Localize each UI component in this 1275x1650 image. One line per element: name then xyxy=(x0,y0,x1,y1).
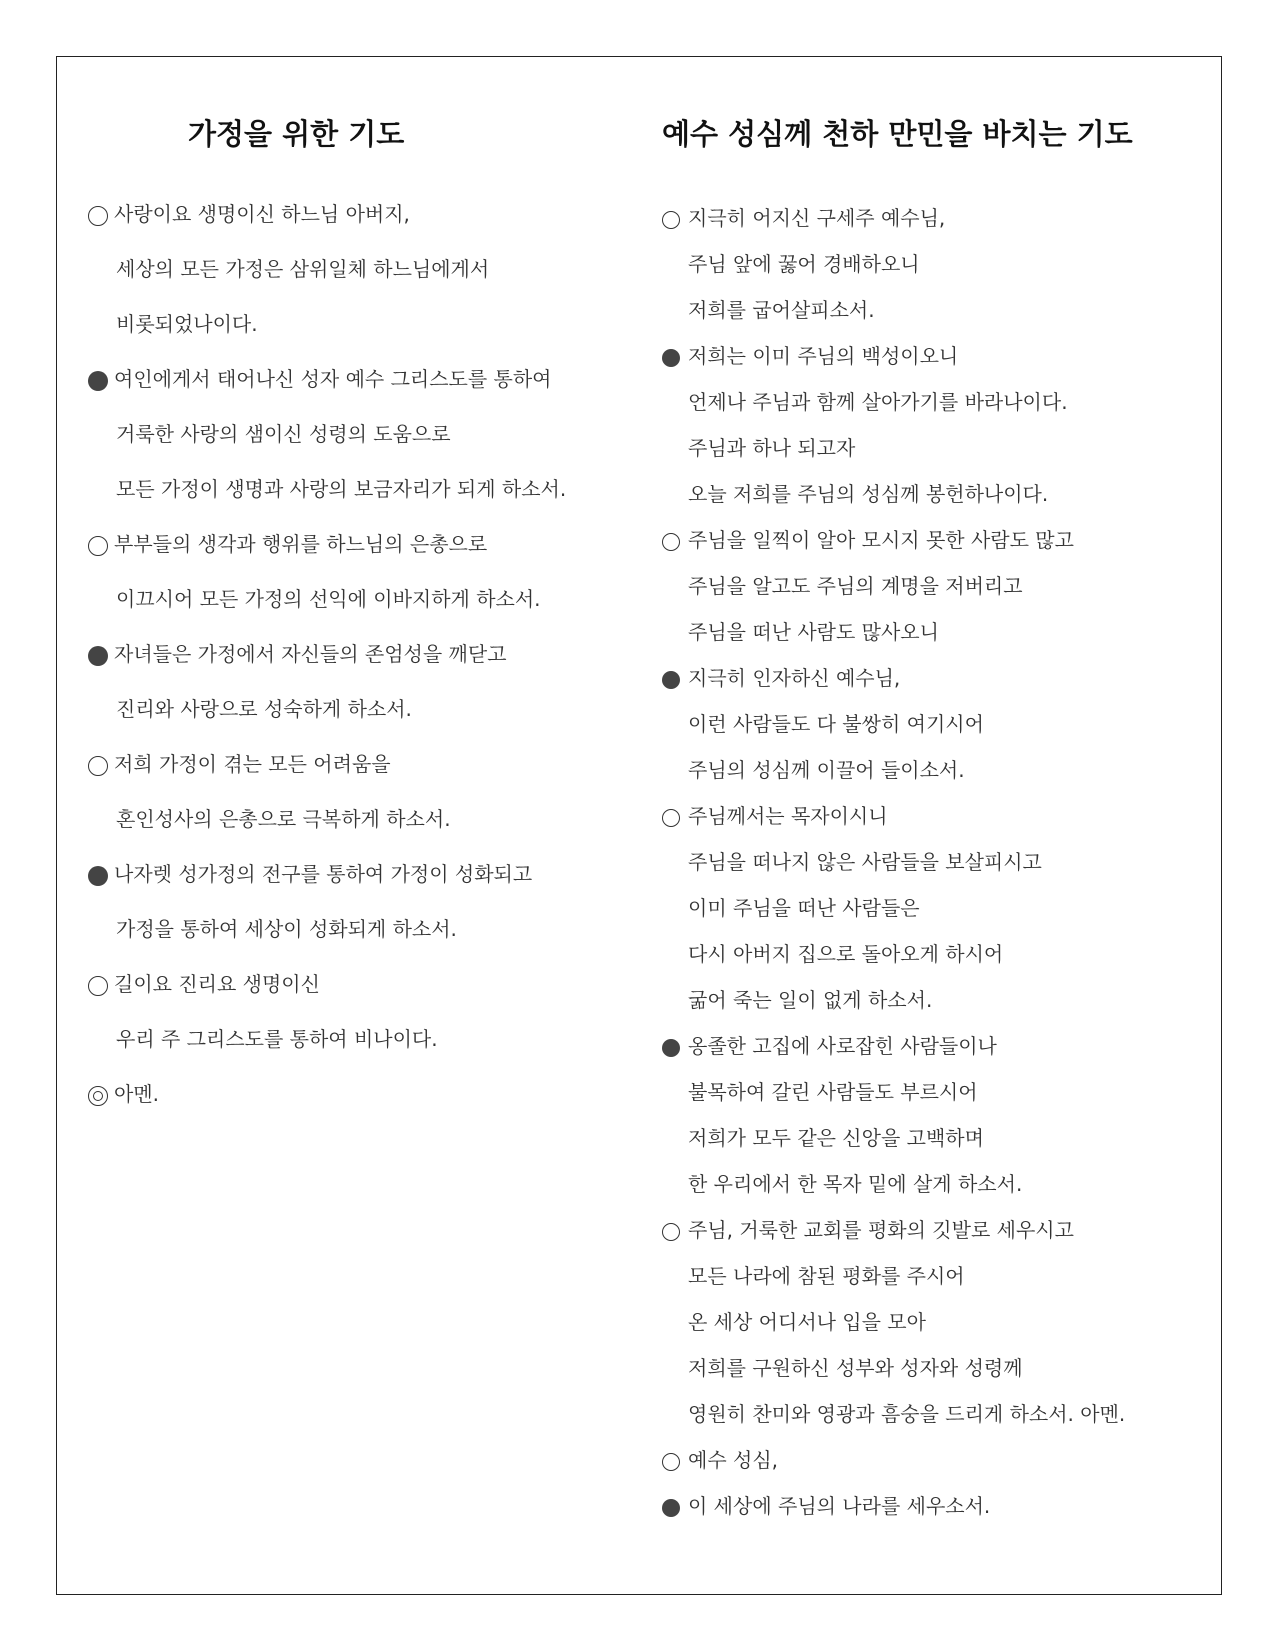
stanza-line xyxy=(662,931,1202,977)
open-circle-icon xyxy=(662,1453,680,1471)
prayer-text: 비롯되었나이다. xyxy=(116,312,258,336)
prayer-text: 예수 성심, xyxy=(688,1448,778,1472)
stanza-line xyxy=(662,1299,1202,1345)
prayer-text: 이런 사람들도 다 불쌍히 여기시어 xyxy=(688,712,984,736)
open-circle-icon xyxy=(88,536,108,556)
prayer-text: 길이요 진리요 생명이신 xyxy=(114,972,320,996)
prayer-text: 자녀들은 가정에서 자신들의 존엄성을 깨닫고 xyxy=(114,642,507,666)
stanza-line xyxy=(662,287,1202,333)
prayer-text: 세상의 모든 가정은 삼위일체 하느님에게서 xyxy=(116,257,490,281)
prayer-text: 주님과 하나 되고자 xyxy=(688,436,856,460)
prayer-text: 혼인성사의 은총으로 극복하게 하소서. xyxy=(116,807,451,831)
stanza-first-line xyxy=(662,793,1202,839)
prayer-text: 주님께서는 목자이시니 xyxy=(688,804,888,828)
prayer-text: 옹졸한 고집에 사로잡힌 사람들이나 xyxy=(688,1034,997,1058)
stanza-line xyxy=(88,792,628,847)
stanza-line xyxy=(662,747,1202,793)
stanza-line xyxy=(662,977,1202,1023)
stanza-line xyxy=(88,242,628,297)
open-circle-icon xyxy=(88,756,108,776)
filled-circle-icon xyxy=(88,646,108,666)
prayer-text: 주님, 거룩한 교회를 평화의 깃발로 세우시고 xyxy=(688,1218,1074,1242)
prayer-text: 영원히 찬미와 영광과 흠숭을 드리게 하소서. 아멘. xyxy=(688,1402,1126,1426)
prayer-text: 저희가 모두 같은 신앙을 고백하며 xyxy=(688,1126,984,1150)
stanza-first-line xyxy=(88,957,628,1012)
stanza-first-line xyxy=(88,737,628,792)
prayer-text: 저희는 이미 주님의 백성이오니 xyxy=(688,344,959,368)
open-circle-icon xyxy=(88,206,108,226)
prayer-text: 저희 가정이 겪는 모든 어려움을 xyxy=(114,752,391,776)
stanza-line xyxy=(662,1345,1202,1391)
stanza-line xyxy=(88,682,628,737)
prayer-text: 이 세상에 주님의 나라를 세우소서. xyxy=(688,1494,991,1518)
stanza-line xyxy=(88,572,628,627)
family-prayer-column xyxy=(88,112,628,1122)
stanza-line xyxy=(662,425,1202,471)
prayer-text: 가정을 통하여 세상이 성화되게 하소서. xyxy=(116,917,457,941)
open-circle-icon xyxy=(662,211,680,229)
prayer-text: 여인에게서 태어나신 성자 예수 그리스도를 통하여 xyxy=(114,367,552,391)
stanza-first-line xyxy=(88,1067,628,1122)
prayer-text: 모든 나라에 참된 평화를 주시어 xyxy=(688,1264,965,1288)
prayer-text: 이미 주님을 떠난 사람들은 xyxy=(688,896,920,920)
stanza-line xyxy=(662,1069,1202,1115)
stanza-line xyxy=(662,379,1202,425)
stanza-first-line xyxy=(88,627,628,682)
prayer-stanza xyxy=(88,352,628,517)
prayer-stanza xyxy=(662,655,1202,793)
filled-circle-icon xyxy=(662,1039,680,1057)
prayer-stanza xyxy=(662,517,1202,655)
prayer-text: 우리 주 그리스도를 통하여 비나이다. xyxy=(116,1027,438,1051)
prayer-text: 주님을 알고도 주님의 계명을 저버리고 xyxy=(688,574,1023,598)
stanza-line xyxy=(662,471,1202,517)
sacred-heart-prayer-column xyxy=(662,112,1202,1529)
stanza-line xyxy=(662,839,1202,885)
prayer-text: 주님을 떠나지 않은 사람들을 보살피시고 xyxy=(688,850,1042,874)
filled-circle-icon xyxy=(88,371,108,391)
prayer-stanza xyxy=(88,737,628,847)
open-circle-icon xyxy=(88,976,108,996)
stanza-first-line xyxy=(662,1207,1202,1253)
prayer-stanza xyxy=(662,1437,1202,1483)
prayer-text: 주님 앞에 꿇어 경배하오니 xyxy=(688,252,920,276)
filled-circle-icon xyxy=(662,671,680,689)
sacred-heart-prayer-title: 예수 성심께 천하 만민을 바치는 기도 xyxy=(662,117,1133,151)
prayer-text: 굶어 죽는 일이 없게 하소서. xyxy=(688,988,933,1012)
prayer-text: 주님을 떠난 사람도 많사오니 xyxy=(688,620,939,644)
family-prayer-title: 가정을 위한 기도 xyxy=(188,117,405,151)
prayer-text: 온 세상 어디서나 입을 모아 xyxy=(688,1310,926,1334)
stanza-line xyxy=(88,902,628,957)
prayer-text: 지극히 인자하신 예수님, xyxy=(688,666,901,690)
prayer-text: 다시 아버지 집으로 돌아오게 하시어 xyxy=(688,942,1004,966)
prayer-stanza xyxy=(662,1483,1202,1529)
prayer-text: 불목하여 갈린 사람들도 부르시어 xyxy=(688,1080,978,1104)
prayer-text: 나자렛 성가정의 전구를 통하여 가정이 성화되고 xyxy=(114,862,533,886)
prayer-stanza xyxy=(662,1023,1202,1207)
filled-circle-icon xyxy=(88,866,108,886)
stanza-line xyxy=(662,609,1202,655)
stanza-first-line xyxy=(88,847,628,902)
stanza-first-line xyxy=(662,333,1202,379)
prayer-text: 주님의 성심께 이끌어 들이소서. xyxy=(688,758,965,782)
open-circle-icon xyxy=(662,1223,680,1241)
prayer-stanza xyxy=(88,957,628,1067)
stanza-first-line xyxy=(88,352,628,407)
prayer-stanza xyxy=(88,627,628,737)
stanza-first-line xyxy=(88,517,628,572)
prayer-text: 사랑이요 생명이신 하느님 아버지, xyxy=(114,202,410,226)
open-circle-icon xyxy=(662,533,680,551)
prayer-text: 이끄시어 모든 가정의 선익에 이바지하게 하소서. xyxy=(116,587,541,611)
stanza-line xyxy=(88,407,628,462)
prayer-text: 오늘 저희를 주님의 성심께 봉헌하나이다. xyxy=(688,482,1049,506)
prayer-text: 언제나 주님과 함께 살아가기를 바라나이다. xyxy=(688,390,1068,414)
prayer-stanza xyxy=(662,793,1202,1023)
stanza-line xyxy=(88,297,628,352)
stanza-line xyxy=(662,885,1202,931)
prayer-stanza xyxy=(662,195,1202,333)
prayer-stanza xyxy=(88,517,628,627)
stanza-first-line xyxy=(88,187,628,242)
open-circle-icon xyxy=(662,809,680,827)
prayer-stanza xyxy=(662,1207,1202,1437)
prayer-text: 모든 가정이 생명과 사랑의 보금자리가 되게 하소서. xyxy=(116,477,567,501)
prayer-stanza xyxy=(88,187,628,352)
stanza-line xyxy=(662,1253,1202,1299)
stanza-line xyxy=(88,1012,628,1067)
prayer-text: 저희를 굽어살피소서. xyxy=(688,298,875,322)
prayer-text: 부부들의 생각과 행위를 하느님의 은총으로 xyxy=(114,532,488,556)
stanza-first-line xyxy=(662,1483,1202,1529)
stanza-line xyxy=(662,1115,1202,1161)
prayer-text: 진리와 사랑으로 성숙하게 하소서. xyxy=(116,697,412,721)
filled-circle-icon xyxy=(662,1499,680,1517)
family-prayer-body xyxy=(88,187,628,1122)
prayer-stanza xyxy=(88,1067,628,1122)
sacred-heart-prayer-body xyxy=(662,195,1202,1529)
stanza-line xyxy=(662,701,1202,747)
filled-circle-icon xyxy=(662,349,680,367)
prayer-text: 아멘. xyxy=(114,1082,159,1106)
prayer-text: 저희를 구원하신 성부와 성자와 성령께 xyxy=(688,1356,1023,1380)
stanza-line xyxy=(662,241,1202,287)
stanza-line xyxy=(662,563,1202,609)
prayer-text: 거룩한 사랑의 샘이신 성령의 도움으로 xyxy=(116,422,451,446)
stanza-first-line xyxy=(662,195,1202,241)
prayer-text: 한 우리에서 한 목자 밑에 살게 하소서. xyxy=(688,1172,1023,1196)
prayer-text: 주님을 일찍이 알아 모시지 못한 사람도 많고 xyxy=(688,528,1074,552)
stanza-line xyxy=(662,1161,1202,1207)
stanza-first-line xyxy=(662,655,1202,701)
stanza-line xyxy=(662,1391,1202,1437)
stanza-first-line xyxy=(662,1023,1202,1069)
prayer-stanza xyxy=(662,333,1202,517)
prayer-stanza xyxy=(88,847,628,957)
stanza-first-line xyxy=(662,1437,1202,1483)
prayer-text: 지극히 어지신 구세주 예수님, xyxy=(688,206,946,230)
stanza-first-line xyxy=(662,517,1202,563)
stanza-line xyxy=(88,462,628,517)
double-circle-icon xyxy=(88,1086,108,1106)
